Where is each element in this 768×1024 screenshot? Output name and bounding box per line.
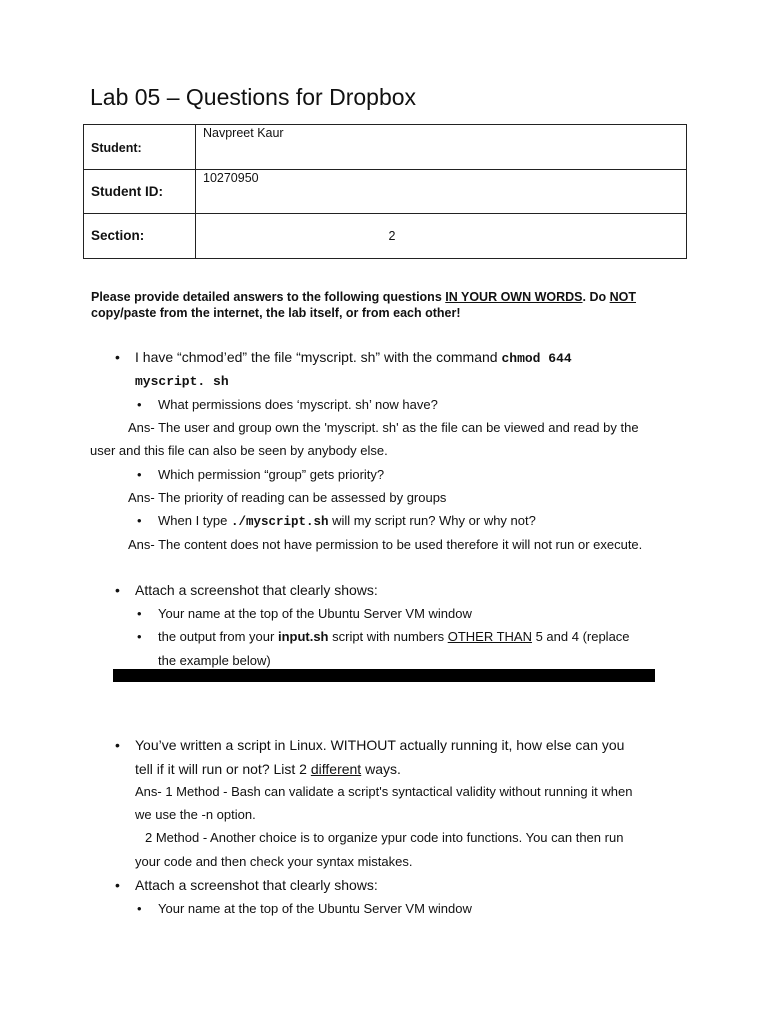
question-4-sub-1: Your name at the top of the Ubuntu Server VM window [158, 901, 472, 916]
question-2-sub-2-cont: the example below) [158, 653, 271, 668]
section-label: Section: [84, 214, 196, 259]
student-id-label: Student ID: [84, 170, 196, 214]
question-3-line-1: You’ve written a script in Linux. WITHOUT actually running it, how else can you [135, 737, 625, 753]
question-2-sub-2: the output from your input.sh script with numbers OTHER THAN 5 and 4 (replace [158, 629, 630, 644]
question-1-command: myscript. sh [135, 374, 229, 389]
answer-method-1a: Ans- 1 Method - Bash can validate a script's syntactical validity without running it when [135, 784, 633, 799]
question-1-sub-3: When I type ./myscript.sh will my script run? Why or why not? [158, 513, 536, 529]
screenshot-placeholder-bar [113, 669, 655, 682]
question-2: Attach a screenshot that clearly shows: [135, 582, 378, 598]
question-1-sub-2: Which permission “group” gets priority? [158, 467, 385, 482]
sub-bullet: • [137, 467, 142, 482]
sub-bullet: • [137, 901, 142, 916]
answer-1a: Ans- The user and group own the 'myscript. sh' as the file can be viewed and read by the [128, 420, 639, 435]
student-label: Student: [84, 125, 196, 170]
bullet: • [115, 877, 120, 893]
instructions: Please provide detailed answers to the following questions IN YOUR OWN WORDS. Do NOT copy/paste from the internet, the lab itself, or from each other! [91, 290, 637, 320]
sub-bullet: • [137, 606, 142, 621]
sub-bullet: • [137, 513, 142, 528]
section-value: 2 [196, 214, 687, 259]
answer-2: Ans- The priority of reading can be assessed by groups [128, 490, 447, 505]
student-info-table [83, 124, 687, 259]
student-id-value: 10270950 [196, 170, 687, 214]
question-1-sub-1: What permissions does ‘myscript. sh’ now have? [158, 397, 438, 412]
page-title: Lab 05 – Questions for Dropbox [90, 84, 417, 110]
answer-method-2a: 2 Method - Another choice is to organize ypur code into functions. You can then run [145, 830, 624, 845]
bullet: • [115, 737, 120, 753]
question-4: Attach a screenshot that clearly shows: [135, 877, 378, 893]
question-1: I have “chmod’ed” the file “myscript. sh” with the command chmod 644 [135, 349, 572, 366]
question-2-sub-1: Your name at the top of the Ubuntu Server VM window [158, 606, 472, 621]
answer-3: Ans- The content does not have permission to be used therefore it will not run or execute. [128, 537, 643, 552]
sub-bullet: • [137, 397, 142, 412]
sub-bullet: • [137, 629, 142, 644]
bullet: • [115, 582, 120, 598]
answer-1b: user and this file can also be seen by anybody else. [90, 443, 388, 458]
question-3-line-2: tell if it will run or not? List 2 different ways. [135, 761, 401, 777]
answer-method-2b: your code and then check your syntax mistakes. [135, 854, 413, 869]
bullet: • [115, 349, 120, 365]
student-value: Navpreet Kaur [196, 125, 687, 170]
answer-method-1b: we use the -n option. [135, 807, 256, 822]
